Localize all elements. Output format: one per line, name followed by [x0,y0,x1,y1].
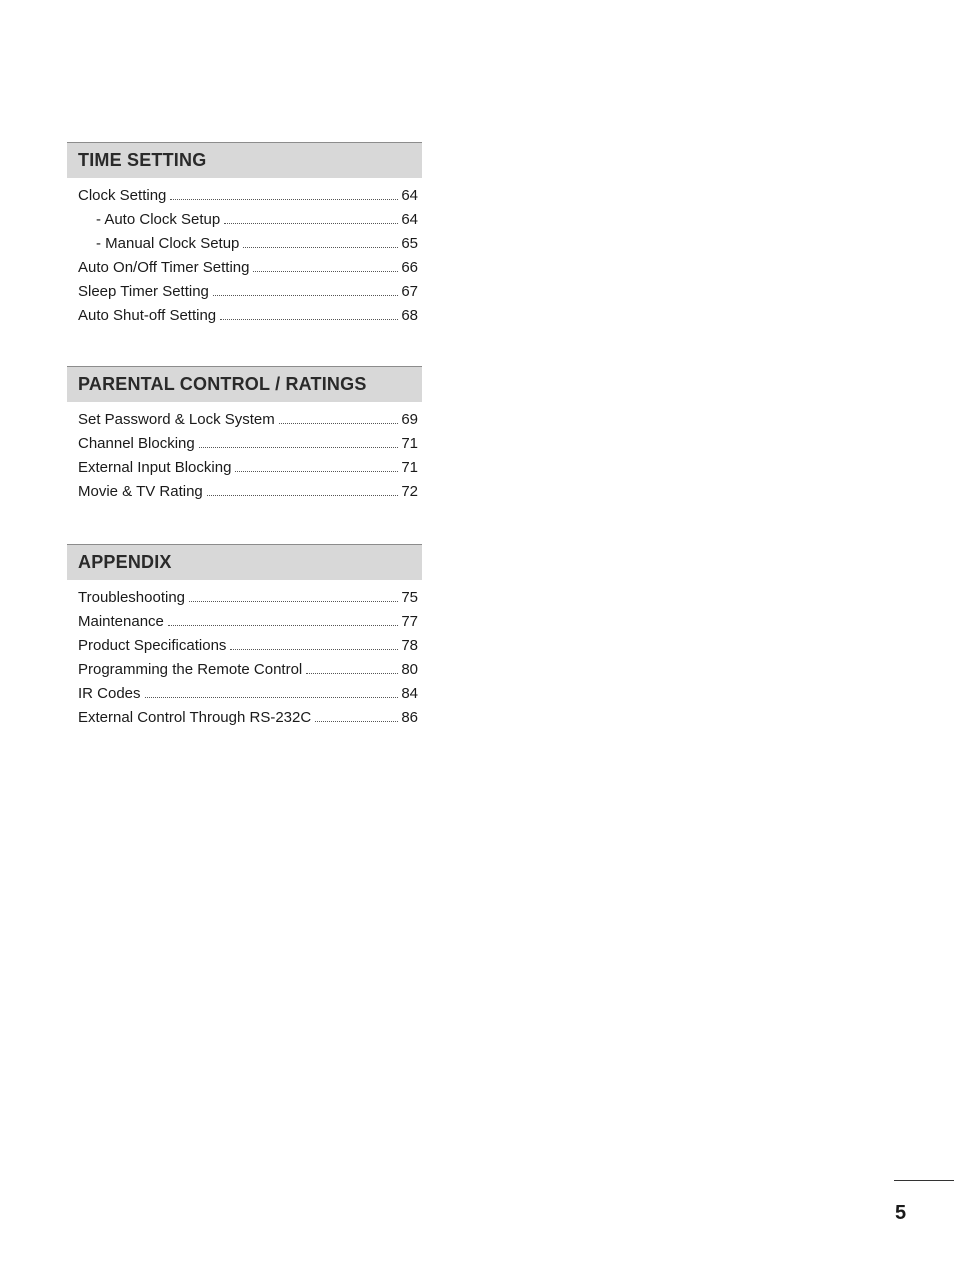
toc-entry-list [67,407,422,503]
toc-entry-channel-blocking[interactable] [78,431,418,455]
section-title: TIME SETTING [78,150,207,170]
dot-leader [189,590,398,604]
section-title: PARENTAL CONTROL / RATINGS [78,374,367,394]
toc-entry-sleep-timer-setting[interactable] [78,279,418,303]
toc-entry-page: 69 [401,410,418,428]
toc-entry-auto-shut-off-setting[interactable] [78,303,418,327]
dot-leader [213,284,398,298]
toc-entry-page: 84 [401,684,418,702]
toc-entry-page: 71 [401,458,418,476]
toc-section-appendix [67,544,422,729]
toc-entry-external-input-blocking[interactable] [78,455,418,479]
toc-entry-page: 72 [401,482,418,500]
dot-leader [170,188,398,202]
dot-leader [224,212,398,226]
toc-entry-label: - Auto Clock Setup [96,210,221,228]
toc-entry-label: Auto Shut-off Setting [78,306,217,324]
toc-entry-label: Movie & TV Rating [78,482,203,500]
section-header [67,366,422,402]
toc-section-time-setting [67,142,422,327]
toc-entry-list [67,183,422,327]
page-number: 5 [895,1202,907,1224]
toc-entry-page: 66 [401,258,418,276]
toc-entry-label: Programming the Remote Control [78,660,303,678]
toc-entry-page: 68 [401,306,418,324]
toc-entry-product-specifications[interactable] [78,633,418,657]
toc-entry-label: Sleep Timer Setting [78,282,209,300]
dot-leader [243,236,398,250]
toc-entry-auto-on-off-timer-setting[interactable] [78,255,418,279]
toc-entry-page: 64 [401,210,418,228]
dot-leader [168,614,398,628]
toc-entry-label: Auto On/Off Timer Setting [78,258,250,276]
toc-entry-label: Channel Blocking [78,434,195,452]
section-header [67,544,422,580]
dot-leader [145,686,398,700]
toc-entry-movie-tv-rating[interactable] [78,479,418,503]
dot-leader [220,308,398,322]
toc-entry-programming-remote-control[interactable] [78,657,418,681]
toc-entry-label: Set Password & Lock System [78,410,275,428]
section-header [67,142,422,178]
toc-entry-page: 71 [401,434,418,452]
toc-entry-clock-setting[interactable] [78,183,418,207]
dot-leader [253,260,398,274]
toc-entry-page: 65 [401,234,418,252]
toc-entry-ir-codes[interactable] [78,681,418,705]
toc-entry-page: 80 [401,660,418,678]
toc-entry-label: External Input Blocking [78,458,232,476]
toc-entry-page: 86 [401,708,418,726]
toc-entry-label: - Manual Clock Setup [96,234,240,252]
footer-rule [894,1180,954,1181]
toc-entry-set-password-lock-system[interactable] [78,407,418,431]
dot-leader [207,484,398,498]
toc-entry-page: 77 [401,612,418,630]
section-title: APPENDIX [78,552,172,572]
toc-entry-label: Clock Setting [78,186,167,204]
toc-entry-label: External Control Through RS-232C [78,708,312,726]
dot-leader [306,662,398,676]
toc-entry-page: 78 [401,636,418,654]
toc-entry-external-control-rs232c[interactable] [78,705,418,729]
toc-entry-page: 67 [401,282,418,300]
dot-leader [315,710,398,724]
toc-entry-label: Product Specifications [78,636,227,654]
toc-entry-page: 64 [401,186,418,204]
toc-entry-troubleshooting[interactable] [78,585,418,609]
toc-section-parental-control [67,366,422,503]
toc-entry-page: 75 [401,588,418,606]
dot-leader [279,412,398,426]
toc-entry-label: Maintenance [78,612,164,630]
dot-leader [235,460,398,474]
toc-entry-auto-clock-setup[interactable] [78,207,418,231]
dot-leader [230,638,398,652]
toc-entry-manual-clock-setup[interactable] [78,231,418,255]
toc-entry-label: IR Codes [78,684,141,702]
toc-entry-maintenance[interactable] [78,609,418,633]
toc-entry-list [67,585,422,729]
dot-leader [199,436,398,450]
toc-entry-label: Troubleshooting [78,588,186,606]
